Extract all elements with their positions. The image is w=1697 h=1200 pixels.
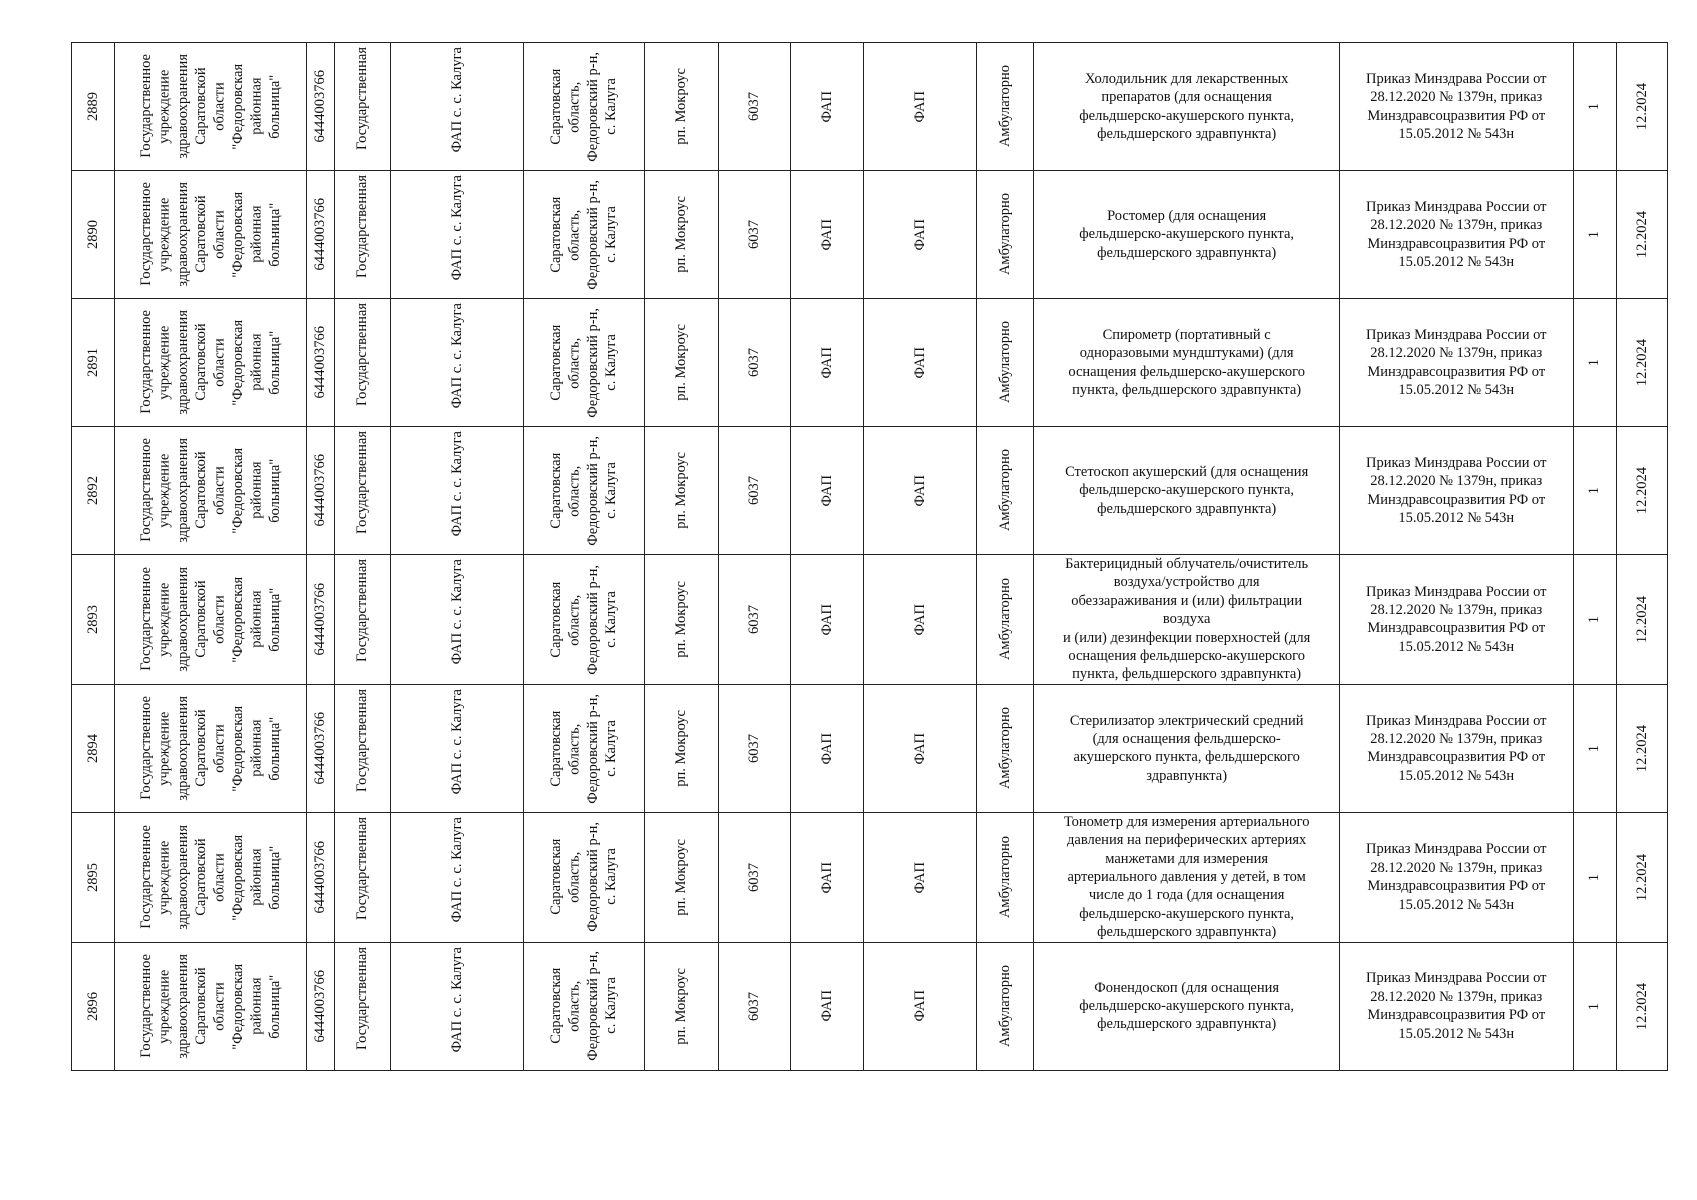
cell-locality: рп. Мокроус (644, 812, 718, 942)
cell-facility: ФАП с. с. Калуга (390, 942, 523, 1070)
cell-organization: Государственное учреждение здравоохранения Саратовской области "Федоровская районная больница" (115, 43, 307, 171)
cell-row-number: 2893 (72, 555, 115, 685)
table-row (72, 427, 1668, 555)
cell-organization: Государственное учреждение здравоохранения Саратовской области "Федоровская районная больница" (115, 555, 307, 685)
cell-organization: Государственное учреждение здравоохранения Саратовской области "Федоровская районная больница" (115, 812, 307, 942)
cell-type-2: ФАП (864, 942, 977, 1070)
cell-inn: 6444003766 (306, 43, 335, 171)
cell-organization: Государственное учреждение здравоохранения Саратовской области "Федоровская районная больница" (115, 684, 307, 812)
cell-facility: ФАП с. с. Калуга (390, 171, 523, 299)
cell-ownership: Государственная (335, 812, 390, 942)
cell-locality: рп. Мокроус (644, 942, 718, 1070)
cell-type-2: ФАП (864, 43, 977, 171)
cell-address: Саратовская область, Федоровский р-н, с. Калуга (524, 171, 645, 299)
cell-order: Приказ Минздрава России от 28.12.2020 № 1379н, приказ Минздравсоцразвития РФ от 15.05.2012 № 543н (1339, 171, 1573, 299)
cell-equipment: Бактерицидный облучатель/очиститель воздуха/устройство для обеззараживания и (или) фильтрации воздуха и (или) дезинфекции поверхностей (для оснащения фельдшерско-акушерского пункта, фельдшерского здравпункта) (1034, 555, 1339, 685)
cell-address: Саратовская область, Федоровский р-н, с. Калуга (524, 942, 645, 1070)
cell-row-number: 2896 (72, 942, 115, 1070)
cell-ownership: Государственная (335, 171, 390, 299)
table-row (72, 299, 1668, 427)
cell-date: 12.2024 (1616, 684, 1667, 812)
cell-address: Саратовская область, Федоровский р-н, с. Калуга (524, 555, 645, 685)
cell-type-1: ФАП (790, 555, 864, 685)
cell-order: Приказ Минздрава России от 28.12.2020 № 1379н, приказ Минздравсоцразвития РФ от 15.05.2012 № 543н (1339, 299, 1573, 427)
table-row (72, 555, 1668, 685)
cell-equipment: Тонометр для измерения артериального давления на периферических артериях манжетами для измерения артериального давления у детей, в том числе до 1 года (для оснащения фельдшерско-акушерского пункта, фельдшерского здравпункта) (1034, 812, 1339, 942)
cell-code: 6037 (718, 427, 790, 555)
cell-date: 12.2024 (1616, 942, 1667, 1070)
cell-date: 12.2024 (1616, 812, 1667, 942)
cell-code: 6037 (718, 684, 790, 812)
cell-address: Саратовская область, Федоровский р-н, с. Калуга (524, 299, 645, 427)
cell-locality: рп. Мокроус (644, 427, 718, 555)
cell-date: 12.2024 (1616, 427, 1667, 555)
cell-organization: Государственное учреждение здравоохранения Саратовской области "Федоровская районная больница" (115, 427, 307, 555)
cell-care-form: Амбулаторно (977, 43, 1034, 171)
cell-ownership: Государственная (335, 43, 390, 171)
cell-date: 12.2024 (1616, 299, 1667, 427)
cell-facility: ФАП с. с. Калуга (390, 812, 523, 942)
cell-row-number: 2894 (72, 684, 115, 812)
cell-order: Приказ Минздрава России от 28.12.2020 № 1379н, приказ Минздравсоцразвития РФ от 15.05.2012 № 543н (1339, 942, 1573, 1070)
cell-code: 6037 (718, 43, 790, 171)
cell-order: Приказ Минздрава России от 28.12.2020 № 1379н, приказ Минздравсоцразвития РФ от 15.05.2012 № 543н (1339, 812, 1573, 942)
cell-quantity: 1 (1573, 427, 1616, 555)
table-body (72, 43, 1668, 1071)
cell-care-form: Амбулаторно (977, 942, 1034, 1070)
cell-quantity: 1 (1573, 942, 1616, 1070)
cell-organization: Государственное учреждение здравоохранения Саратовской области "Федоровская районная больница" (115, 171, 307, 299)
cell-type-1: ФАП (790, 812, 864, 942)
equipment-table (71, 42, 1668, 1071)
cell-order: Приказ Минздрава России от 28.12.2020 № 1379н, приказ Минздравсоцразвития РФ от 15.05.2012 № 543н (1339, 684, 1573, 812)
cell-code: 6037 (718, 555, 790, 685)
cell-date: 12.2024 (1616, 43, 1667, 171)
cell-inn: 6444003766 (306, 171, 335, 299)
cell-locality: рп. Мокроус (644, 171, 718, 299)
table-row (72, 171, 1668, 299)
cell-type-2: ФАП (864, 299, 977, 427)
cell-equipment: Стетоскоп акушерский (для оснащения фельдшерско-акушерского пункта, фельдшерского здравпункта) (1034, 427, 1339, 555)
cell-code: 6037 (718, 171, 790, 299)
cell-address: Саратовская область, Федоровский р-н, с. Калуга (524, 43, 645, 171)
cell-care-form: Амбулаторно (977, 555, 1034, 685)
cell-facility: ФАП с. с. Калуга (390, 684, 523, 812)
cell-care-form: Амбулаторно (977, 299, 1034, 427)
cell-facility: ФАП с. с. Калуга (390, 43, 523, 171)
cell-facility: ФАП с. с. Калуга (390, 555, 523, 685)
cell-type-1: ФАП (790, 171, 864, 299)
cell-quantity: 1 (1573, 43, 1616, 171)
cell-inn: 6444003766 (306, 684, 335, 812)
cell-locality: рп. Мокроус (644, 555, 718, 685)
cell-locality: рп. Мокроус (644, 684, 718, 812)
cell-inn: 6444003766 (306, 555, 335, 685)
cell-order: Приказ Минздрава России от 28.12.2020 № 1379н, приказ Минздравсоцразвития РФ от 15.05.2012 № 543н (1339, 427, 1573, 555)
cell-facility: ФАП с. с. Калуга (390, 427, 523, 555)
cell-equipment: Спирометр (портативный с одноразовыми мундштуками) (для оснащения фельдшерско-акушерского пункта, фельдшерского здравпункта) (1034, 299, 1339, 427)
table-row (72, 684, 1668, 812)
cell-type-1: ФАП (790, 299, 864, 427)
cell-organization: Государственное учреждение здравоохранения Саратовской области "Федоровская районная больница" (115, 299, 307, 427)
cell-care-form: Амбулаторно (977, 171, 1034, 299)
cell-row-number: 2890 (72, 171, 115, 299)
cell-type-2: ФАП (864, 171, 977, 299)
cell-inn: 6444003766 (306, 299, 335, 427)
cell-equipment: Стерилизатор электрический средний (для оснащения фельдшерско- акушерского пункта, фельдшерского здравпункта) (1034, 684, 1339, 812)
cell-date: 12.2024 (1616, 555, 1667, 685)
cell-date: 12.2024 (1616, 171, 1667, 299)
cell-row-number: 2895 (72, 812, 115, 942)
cell-quantity: 1 (1573, 812, 1616, 942)
cell-quantity: 1 (1573, 171, 1616, 299)
cell-order: Приказ Минздрава России от 28.12.2020 № 1379н, приказ Минздравсоцразвития РФ от 15.05.2012 № 543н (1339, 555, 1573, 685)
cell-type-2: ФАП (864, 812, 977, 942)
cell-code: 6037 (718, 942, 790, 1070)
cell-equipment: Холодильник для лекарственных препаратов (для оснащения фельдшерско-акушерского пункта, фельдшерского здравпункта) (1034, 43, 1339, 171)
cell-type-2: ФАП (864, 555, 977, 685)
cell-equipment: Фонендоскоп (для оснащения фельдшерско-акушерского пункта, фельдшерского здравпункта) (1034, 942, 1339, 1070)
cell-quantity: 1 (1573, 299, 1616, 427)
cell-facility: ФАП с. с. Калуга (390, 299, 523, 427)
cell-type-2: ФАП (864, 684, 977, 812)
cell-address: Саратовская область, Федоровский р-н, с. Калуга (524, 427, 645, 555)
cell-ownership: Государственная (335, 684, 390, 812)
cell-address: Саратовская область, Федоровский р-н, с. Калуга (524, 684, 645, 812)
cell-code: 6037 (718, 812, 790, 942)
cell-type-1: ФАП (790, 684, 864, 812)
cell-quantity: 1 (1573, 684, 1616, 812)
cell-locality: рп. Мокроус (644, 299, 718, 427)
cell-organization: Государственное учреждение здравоохранения Саратовской области "Федоровская районная больница" (115, 942, 307, 1070)
cell-type-1: ФАП (790, 427, 864, 555)
cell-type-1: ФАП (790, 942, 864, 1070)
cell-locality: рп. Мокроус (644, 43, 718, 171)
cell-type-2: ФАП (864, 427, 977, 555)
cell-ownership: Государственная (335, 427, 390, 555)
table-row (72, 43, 1668, 171)
cell-code: 6037 (718, 299, 790, 427)
cell-ownership: Государственная (335, 942, 390, 1070)
cell-row-number: 2891 (72, 299, 115, 427)
cell-equipment: Ростомер (для оснащения фельдшерско-акушерского пункта, фельдшерского здравпункта) (1034, 171, 1339, 299)
cell-order: Приказ Минздрава России от 28.12.2020 № 1379н, приказ Минздравсоцразвития РФ от 15.05.2012 № 543н (1339, 43, 1573, 171)
cell-row-number: 2892 (72, 427, 115, 555)
cell-row-number: 2889 (72, 43, 115, 171)
cell-care-form: Амбулаторно (977, 812, 1034, 942)
cell-inn: 6444003766 (306, 942, 335, 1070)
cell-quantity: 1 (1573, 555, 1616, 685)
cell-care-form: Амбулаторно (977, 427, 1034, 555)
cell-address: Саратовская область, Федоровский р-н, с. Калуга (524, 812, 645, 942)
cell-ownership: Государственная (335, 555, 390, 685)
cell-inn: 6444003766 (306, 812, 335, 942)
cell-type-1: ФАП (790, 43, 864, 171)
table-row (72, 942, 1668, 1070)
cell-care-form: Амбулаторно (977, 684, 1034, 812)
table-row (72, 812, 1668, 942)
cell-ownership: Государственная (335, 299, 390, 427)
cell-inn: 6444003766 (306, 427, 335, 555)
